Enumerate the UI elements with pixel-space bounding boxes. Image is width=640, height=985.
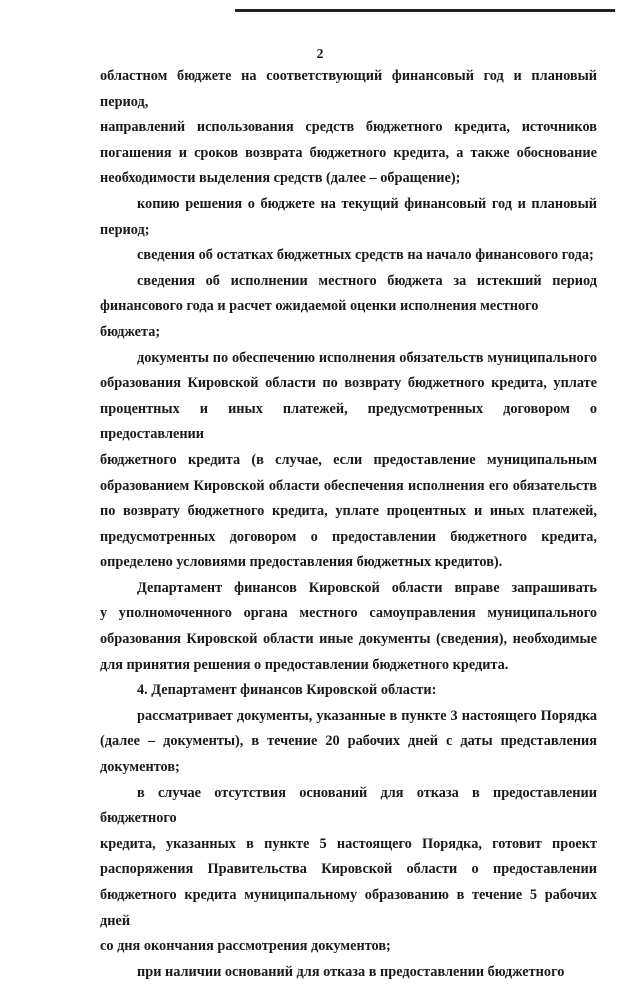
paragraph-line: копию решения о бюджете на текущий финансовый год и плановый (137, 195, 597, 212)
paragraph-line: по возврату бюджетного кредита, уплате процентных и иных платежей, (100, 503, 597, 520)
paragraph (100, 576, 597, 678)
paragraph-line: необходимости выделения средств (далее – обращение); (100, 170, 461, 187)
paragraph-line: документов; (100, 759, 180, 776)
document-body (100, 64, 597, 985)
paragraph-line: областном бюджете на соответствующий финансовый год и плановый период, (100, 68, 597, 110)
paragraph-line: (далее – документы), в течение 20 рабочих дней с даты представления (100, 733, 597, 750)
paragraph-line: бюджетного кредита (в случае, если предоставление муниципальным (100, 451, 597, 468)
paragraph (100, 960, 597, 985)
paragraph-line: период; (100, 221, 150, 238)
paragraph-line: у уполномоченного органа местного самоуправления муниципального (100, 605, 597, 622)
paragraph (100, 346, 597, 576)
paragraph-line: определено условиями предоставления бюджетных кредитов). (100, 554, 503, 571)
paragraph-line: для принятия решения о предоставлении бюджетного кредита. (100, 656, 509, 673)
paragraph-line: 4. Департамент финансов Кировской области: (137, 682, 437, 699)
paragraph-line: бюджетного кредита муниципальному образованию в течение 5 рабочих дней (100, 887, 597, 929)
paragraph-line: образования Кировской области по возврату бюджетного кредита, уплате (100, 375, 597, 392)
paragraph-line: со дня окончания рассмотрения документов; (100, 938, 391, 955)
top-rule (235, 9, 615, 12)
paragraph-line: сведения об остатках бюджетных средств на начало финансового года; (137, 247, 594, 264)
paragraph-line: документы по обеспечению исполнения обязательств муниципального (137, 349, 597, 366)
paragraph (100, 243, 597, 269)
page-number: 2 (316, 47, 324, 62)
paragraph-line: процентных и иных платежей, предусмотренных договором о предоставлении (100, 400, 597, 443)
paragraph-line: в случае отсутствия оснований для отказа в предоставлении бюджетного (100, 784, 597, 827)
paragraph-line: направлений использования средств бюджетного кредита, источников (100, 119, 597, 136)
paragraph-line: погашения и сроков возврата бюджетного кредита, а также обоснование (100, 144, 597, 161)
paragraph (100, 64, 597, 192)
paragraph-line: при наличии оснований для отказа в предоставлении бюджетного (137, 963, 565, 980)
paragraph-line: сведения об исполнении местного бюджета за истекший период (137, 272, 597, 289)
paragraph (100, 678, 597, 704)
paragraph-line: образованием Кировской области обеспечения исполнения его обязательств (100, 477, 597, 494)
paragraph (100, 704, 597, 781)
paragraph (100, 192, 597, 243)
paragraph-line: распоряжения Правительства Кировской области о предоставлении (100, 861, 597, 878)
paragraph-line: предусмотренных договором о предоставлении бюджетного кредита, (100, 528, 597, 545)
paragraph-line: Департамент финансов Кировской области вправе запрашивать (137, 579, 597, 596)
paragraph (100, 269, 597, 346)
paragraph-line: кредита, указанных в пункте 5 настоящего Порядка, готовит проект (100, 835, 597, 852)
paragraph (100, 781, 597, 960)
paragraph-line: финансового года и расчет ожидаемой оценки исполнения местного бюджета; (100, 298, 539, 340)
paragraph-line: рассматривает документы, указанные в пункте 3 настоящего Порядка (137, 707, 597, 724)
paragraph-line: образования Кировской области иные документы (сведения), необходимые (100, 631, 597, 648)
